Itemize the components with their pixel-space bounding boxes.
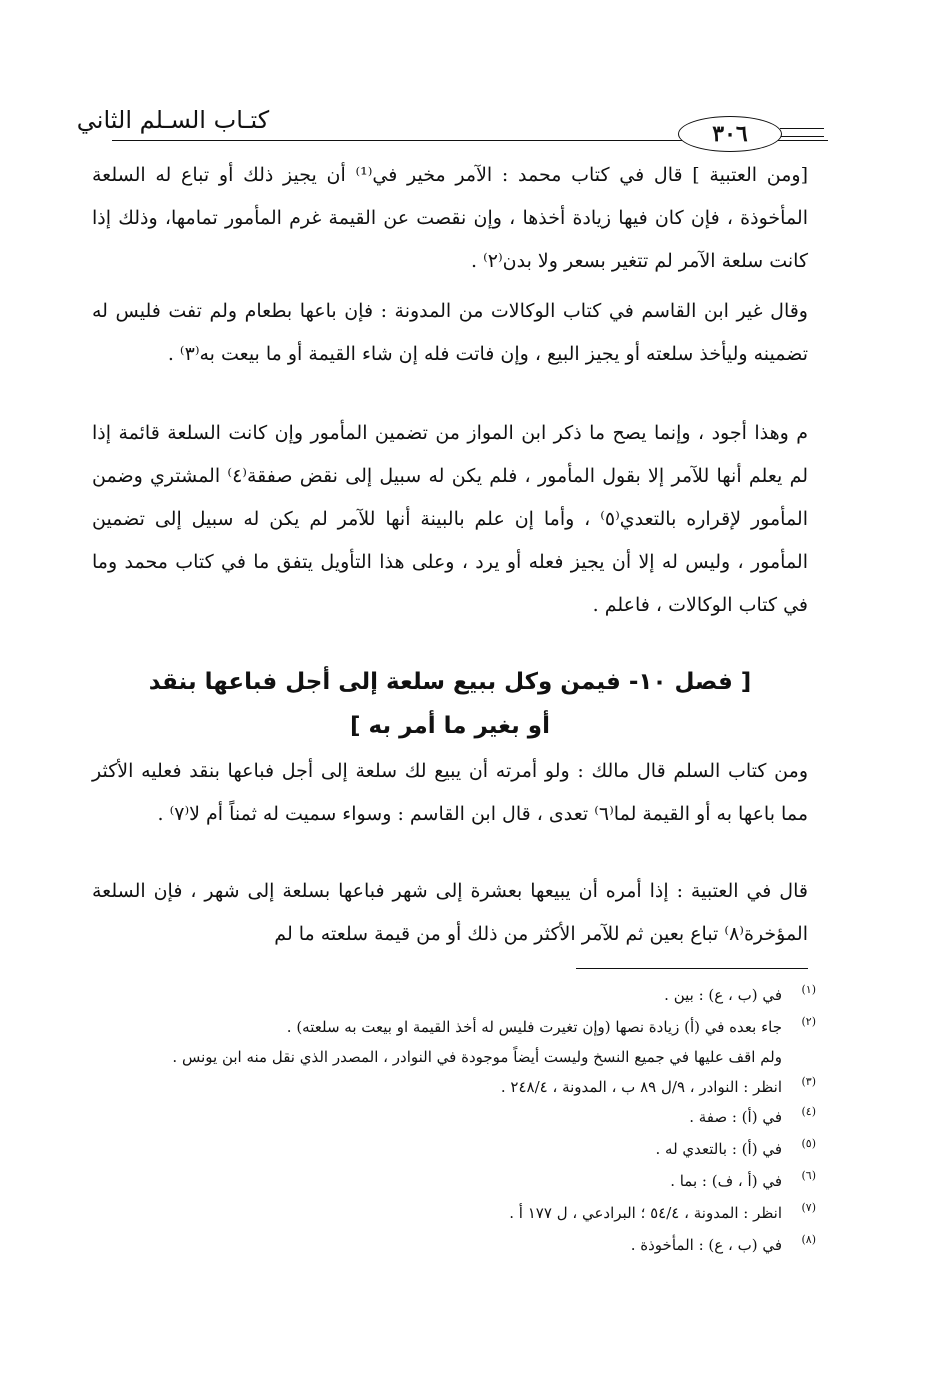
footnote-number: (٨) xyxy=(801,1233,816,1246)
footnote-text: في (ب ، ع) : المأخوذة . xyxy=(630,1236,782,1254)
header-rule-ornament-bottom xyxy=(780,136,824,137)
footnote-text: في (أ) : بالتعدي له . xyxy=(655,1140,782,1158)
footnote-text: في (أ ، ف) : بما . xyxy=(670,1172,782,1190)
section-heading-line-2: أو بغير ما أمر به ] xyxy=(350,713,550,739)
footnote-text: في (ب ، ع) : بين . xyxy=(664,986,782,1004)
header-rule-ornament-top xyxy=(780,128,824,129)
paragraph-4: ومن كتاب السلم قال مالك : ولو أمرته أن يبيع لك سلعة إلى أجل فباعها بنقد فعليه الأكثر مما باعها به أو القيمة لما⁽٦⁾ تعدى ، قال ابن القاسم : وسواء سميت له ثمناً أم لا⁽٧⁾ . xyxy=(92,760,808,825)
running-header-title: كتـاب السـلم الثاني xyxy=(76,106,270,134)
section-heading-line-1: [ فصل ١٠- فيمن وكل ببيع سلعة إلى أجل فباعها بنقد xyxy=(148,669,752,695)
footnote-2-continued xyxy=(100,1042,816,1072)
footnote-number: (٥) xyxy=(801,1137,816,1150)
footnote-number: (٤) xyxy=(801,1105,816,1118)
footnote-8 xyxy=(100,1230,816,1260)
footnote-7 xyxy=(100,1198,816,1228)
footnote-2 xyxy=(100,1012,816,1042)
footnote-4 xyxy=(100,1102,816,1132)
footnote-number: (٧) xyxy=(801,1201,816,1214)
footnote-text: انظر : النوادر ، ٩/ل ٨٩ ب ، المدونة ، ٢٤٨/٤ . xyxy=(500,1078,782,1096)
paragraph-2: وقال غير ابن القاسم في كتاب الوكالات من المدونة : فإن باعها بطعام ولم تفت فليس له تضمينه وليأخذ سلعته أو يجيز البيع ، وإن فاتت فله إن شاء القيمة أو ما بيعت به⁽٣⁾ . xyxy=(92,300,808,365)
paragraph-5: قال في العتبية : إذا أمره أن يبيعها بعشرة إلى شهر فباعها بسلعة إلى شهر ، فإن السلعة المؤخرة⁽٨⁾ تباع بعين ثم للآمر الأكثر من ذلك أو من قيمة سلعته ما لم xyxy=(92,880,808,945)
footnote-6 xyxy=(100,1166,816,1196)
footnote-rule xyxy=(576,968,808,969)
footnote-text: ولم اقف عليها في جميع النسخ وليست أيضاً موجودة في النوادر ، المصدر الذي نقل منه ابن يونس . xyxy=(172,1048,782,1066)
footnote-number: (٢) xyxy=(801,1015,816,1028)
footnote-number: (١) xyxy=(801,983,816,996)
paragraph-1: [ومن العتبية ] قال في كتاب محمد : الآمر مخير في⁽¹⁾ أن يجيز ذلك أو تباع له السلعة المأخوذة ، فإن كان فيها زيادة أخذها ، وإن نقصت عن القيمة غرم المأمور تمامها، وذلك إذا كانت سلعة الآمر لم تتغير بسعر ولا بدن⁽٢⁾ . xyxy=(92,164,808,272)
footnote-text: جاء بعده في (أ) زيادة نصها (وإن تغيرت فليس له أخذ القيمة او بيعت به سلعته) . xyxy=(286,1018,782,1036)
footnote-3 xyxy=(100,1072,816,1102)
page-number: ٣٠٦ xyxy=(678,116,782,152)
paragraph-3: م وهذا أجود ، وإنما يصح ما ذكر ابن المواز من تضمين المأمور وإن كانت السلعة قائمة إذا لم يعلم أنها للآمر إلا بقول المأمور ، فلم يكن له سبيل إلى نقض صفقة⁽٤⁾ المشتري وضمن المأمور لإقراره بالتعدي⁽٥⁾ ، وأما إن علم بالبينة أنها للآمر لم يكن له سبيل إلى تضمين المأمور ، وليس له إلا أن يجيز فعله أو يرد ، وعلى هذا التأويل يتفق ما في كتاب محمد وما في كتاب الوكالات ، فاعلم . xyxy=(92,422,809,616)
footnote-5 xyxy=(100,1134,816,1164)
footnote-number: (٣) xyxy=(801,1075,816,1088)
footnote-number: (٦) xyxy=(801,1169,816,1182)
footnote-text: في (أ) : صفة . xyxy=(689,1108,782,1126)
footnote-text: انظر : المدونة ، ٥٤/٤ ؛ البرادعي ، ل ١٧٧ أ . xyxy=(509,1204,782,1222)
footnote-1 xyxy=(100,980,816,1010)
